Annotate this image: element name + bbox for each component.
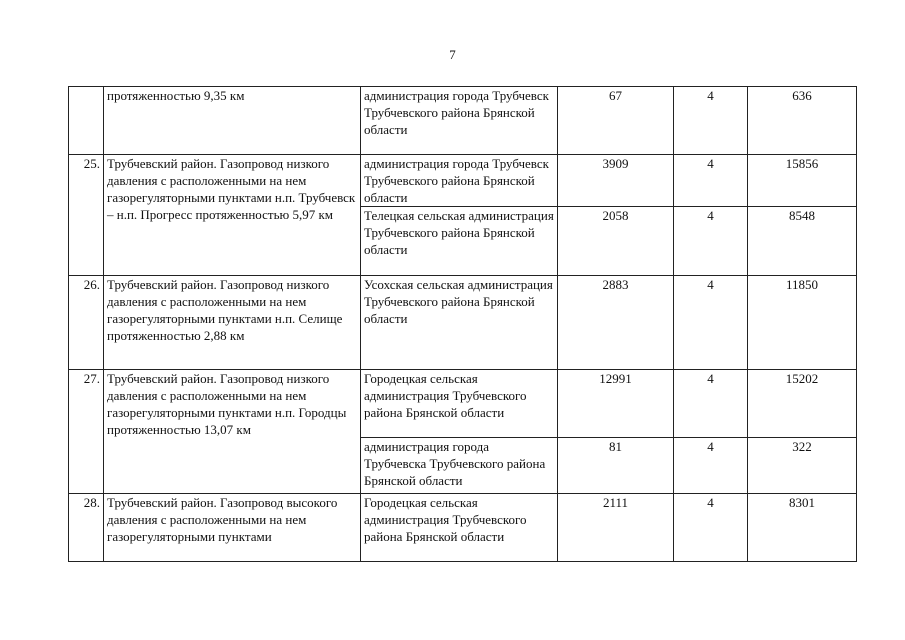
table-row <box>69 87 857 155</box>
value-cell: 4 <box>674 207 748 276</box>
value-cell: 4 <box>674 87 748 155</box>
organization: администрация города Трубчевска Трубчевского района Брянской области <box>361 438 558 494</box>
table-row <box>69 276 857 370</box>
value-cell: 11850 <box>748 276 857 370</box>
row-number: 28. <box>69 494 104 562</box>
value-cell: 3909 <box>558 155 674 207</box>
value-cell: 8301 <box>748 494 857 562</box>
page-number: 7 <box>449 47 456 62</box>
object-description: Трубчевский район. Газопровод низкого давления с расположенными на нем газорегуляторными пунктами н.п. Городцы протяженностью 13,07 км <box>104 370 361 494</box>
allocation-table <box>68 86 857 562</box>
value-cell: 2111 <box>558 494 674 562</box>
value-cell: 636 <box>748 87 857 155</box>
value-cell: 8548 <box>748 207 857 276</box>
value-cell: 67 <box>558 87 674 155</box>
table-row <box>69 370 857 438</box>
object-description: Трубчевский район. Газопровод низкого давления с расположенными на нем газорегуляторными пунктами н.п. Трубчевск – н.п. Прогресс протяженностью 5,97 км <box>104 155 361 276</box>
row-number: 26. <box>69 276 104 370</box>
table-row <box>69 494 857 562</box>
organization: Телецкая сельская администрация Трубчевского района Брянской области <box>361 207 558 276</box>
organization: Городецкая сельская администрация Трубчевского района Брянской области <box>361 370 558 438</box>
value-cell: 12991 <box>558 370 674 438</box>
value-cell: 322 <box>748 438 857 494</box>
value-cell: 4 <box>674 155 748 207</box>
row-number: 27. <box>69 370 104 494</box>
object-description: Трубчевский район. Газопровод высокого давления с расположенными на нем газорегуляторными пунктами <box>104 494 361 562</box>
value-cell: 2883 <box>558 276 674 370</box>
value-cell: 4 <box>674 370 748 438</box>
organization: администрация города Трубчевск Трубчевского района Брянской области <box>361 155 558 207</box>
value-cell: 4 <box>674 276 748 370</box>
value-cell: 4 <box>674 494 748 562</box>
value-cell: 4 <box>674 438 748 494</box>
value-cell: 81 <box>558 438 674 494</box>
object-description: протяженностью 9,35 км <box>104 87 361 155</box>
value-cell: 15856 <box>748 155 857 207</box>
object-description: Трубчевский район. Газопровод низкого давления с расположенными на нем газорегуляторными пунктами н.п. Селище протяженностью 2,88 км <box>104 276 361 370</box>
row-number: 25. <box>69 155 104 276</box>
value-cell: 15202 <box>748 370 857 438</box>
value-cell: 2058 <box>558 207 674 276</box>
organization: Усохская сельская администрация Трубчевского района Брянской области <box>361 276 558 370</box>
table-row <box>69 155 857 207</box>
row-number <box>69 87 104 155</box>
organization: Городецкая сельская администрация Трубчевского района Брянской области <box>361 494 558 562</box>
organization: администрация города Трубчевск Трубчевского района Брянской области <box>361 87 558 155</box>
